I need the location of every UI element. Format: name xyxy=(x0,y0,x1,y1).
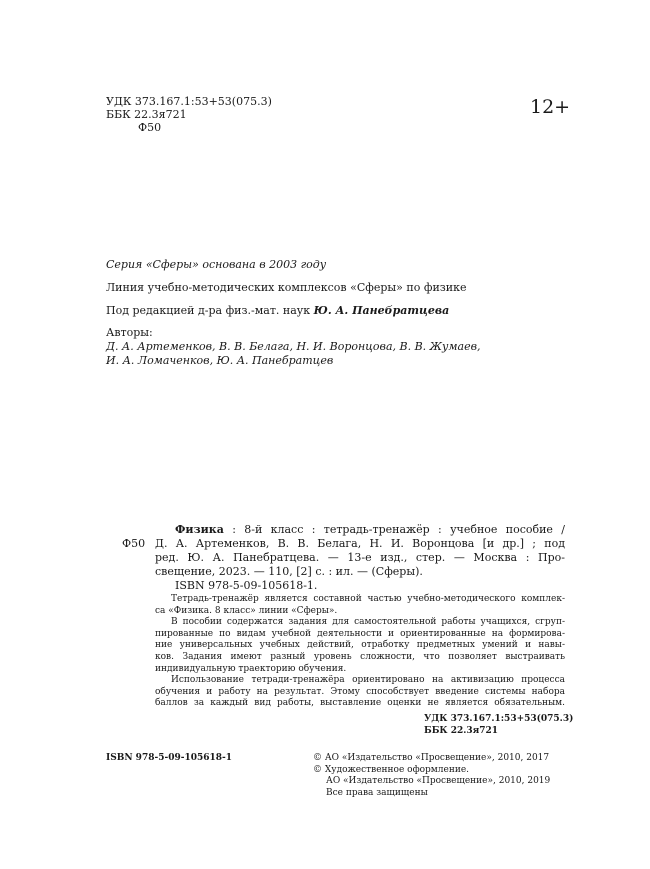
annotation-line: обучения и работу на результат. Этому способствует введение системы набора xyxy=(155,686,565,697)
annotation-line: Тетрадь-тренажёр является составной частью учебно-методического комплек- xyxy=(171,594,565,604)
annotation xyxy=(155,594,565,710)
udk-code: УДК 373.167.1:53+53(075.3) xyxy=(424,714,574,724)
authors-line: И. А. Ломаченков, Ю. А. Панебратцев xyxy=(106,354,334,367)
bottom-codes xyxy=(424,714,573,737)
age-rating: 12+ xyxy=(530,96,571,118)
annotation-line: ков. Задания имеют разный уровень сложности, что позволяет выстраивать xyxy=(155,651,565,662)
annotation-line: В пособии содержатся задания для самостоятельной работы учащихся, сгруп- xyxy=(171,617,565,628)
bbk-code: ББК 22.3я721 xyxy=(106,108,187,121)
series-note: Серия «Сферы» основана в 2003 году xyxy=(106,258,327,271)
copyright-line: © АО «Издательство «Просвещение», 2010, 2017 xyxy=(313,753,550,763)
annotation-line: пированные по видам учебной деятельности и ориентированные на формирова- xyxy=(155,628,565,639)
biblio-line: свещение, 2023. — 110, [2] с. : ил. — (Сферы). xyxy=(155,565,423,578)
book-title: Физика xyxy=(175,523,224,536)
author-sign: Ф50 xyxy=(138,121,162,134)
annotation-line: са «Физика. 8 класс» линии «Сферы». xyxy=(155,605,338,616)
biblio-line: ред. Ю. А. Панебратцева. — 13-е изд., стер. — Москва : Про- xyxy=(155,551,565,564)
copyright-line: © Художественное оформление. xyxy=(313,764,470,775)
biblio-line: Д. А. Артеменков, В. В. Белага, Н. И. Воронцова [и др.] ; под xyxy=(155,537,565,550)
copyright-line: Все права защищены xyxy=(326,787,428,798)
annotation-line: Использование тетради-тренажёра ориентировано на активизацию процесса xyxy=(171,675,565,686)
editor-name: Ю. А. Панебратцева xyxy=(313,304,450,317)
udk-code: УДК 373.167.1:53+53(075.3) xyxy=(106,95,272,108)
line-note: Линия учебно-методических комплексов «Сферы» по физике xyxy=(106,281,467,294)
authors-line: Д. А. Артеменков, В. В. Белага, Н. И. Воронцова, В. В. Жумаев, xyxy=(106,340,481,353)
bibliographic-record xyxy=(155,523,565,593)
annotation-line: индивидуальную траекторию обучения. xyxy=(155,663,347,674)
biblio-code: Ф50 xyxy=(122,537,146,550)
editor-note xyxy=(106,304,449,318)
isbn: ISBN 978-5-09-105618-1 xyxy=(106,753,233,763)
copyright xyxy=(313,753,550,799)
classification-codes xyxy=(106,95,272,134)
annotation-line: баллов за каждый вид работы, выставление оценки не является обязательным. xyxy=(155,698,565,709)
authors-label: Авторы: xyxy=(106,326,153,339)
bbk-code: ББК 22.3я721 xyxy=(424,725,499,736)
authors xyxy=(106,326,480,368)
biblio-text: : 8-й класс : тетрадь-тренажёр : учебное пособие / xyxy=(223,523,565,536)
editor-prefix: Под редакцией д-ра физ.-мат. наук xyxy=(106,304,311,317)
annotation-line: ние универсальных учебных действий, отработку предметных умений и навы- xyxy=(155,640,565,651)
biblio-line xyxy=(155,523,565,537)
copyright-line: АО «Издательство «Просвещение», 2010, 2019 xyxy=(326,776,551,787)
biblio-isbn: ISBN 978-5-09-105618-1. xyxy=(175,579,318,592)
